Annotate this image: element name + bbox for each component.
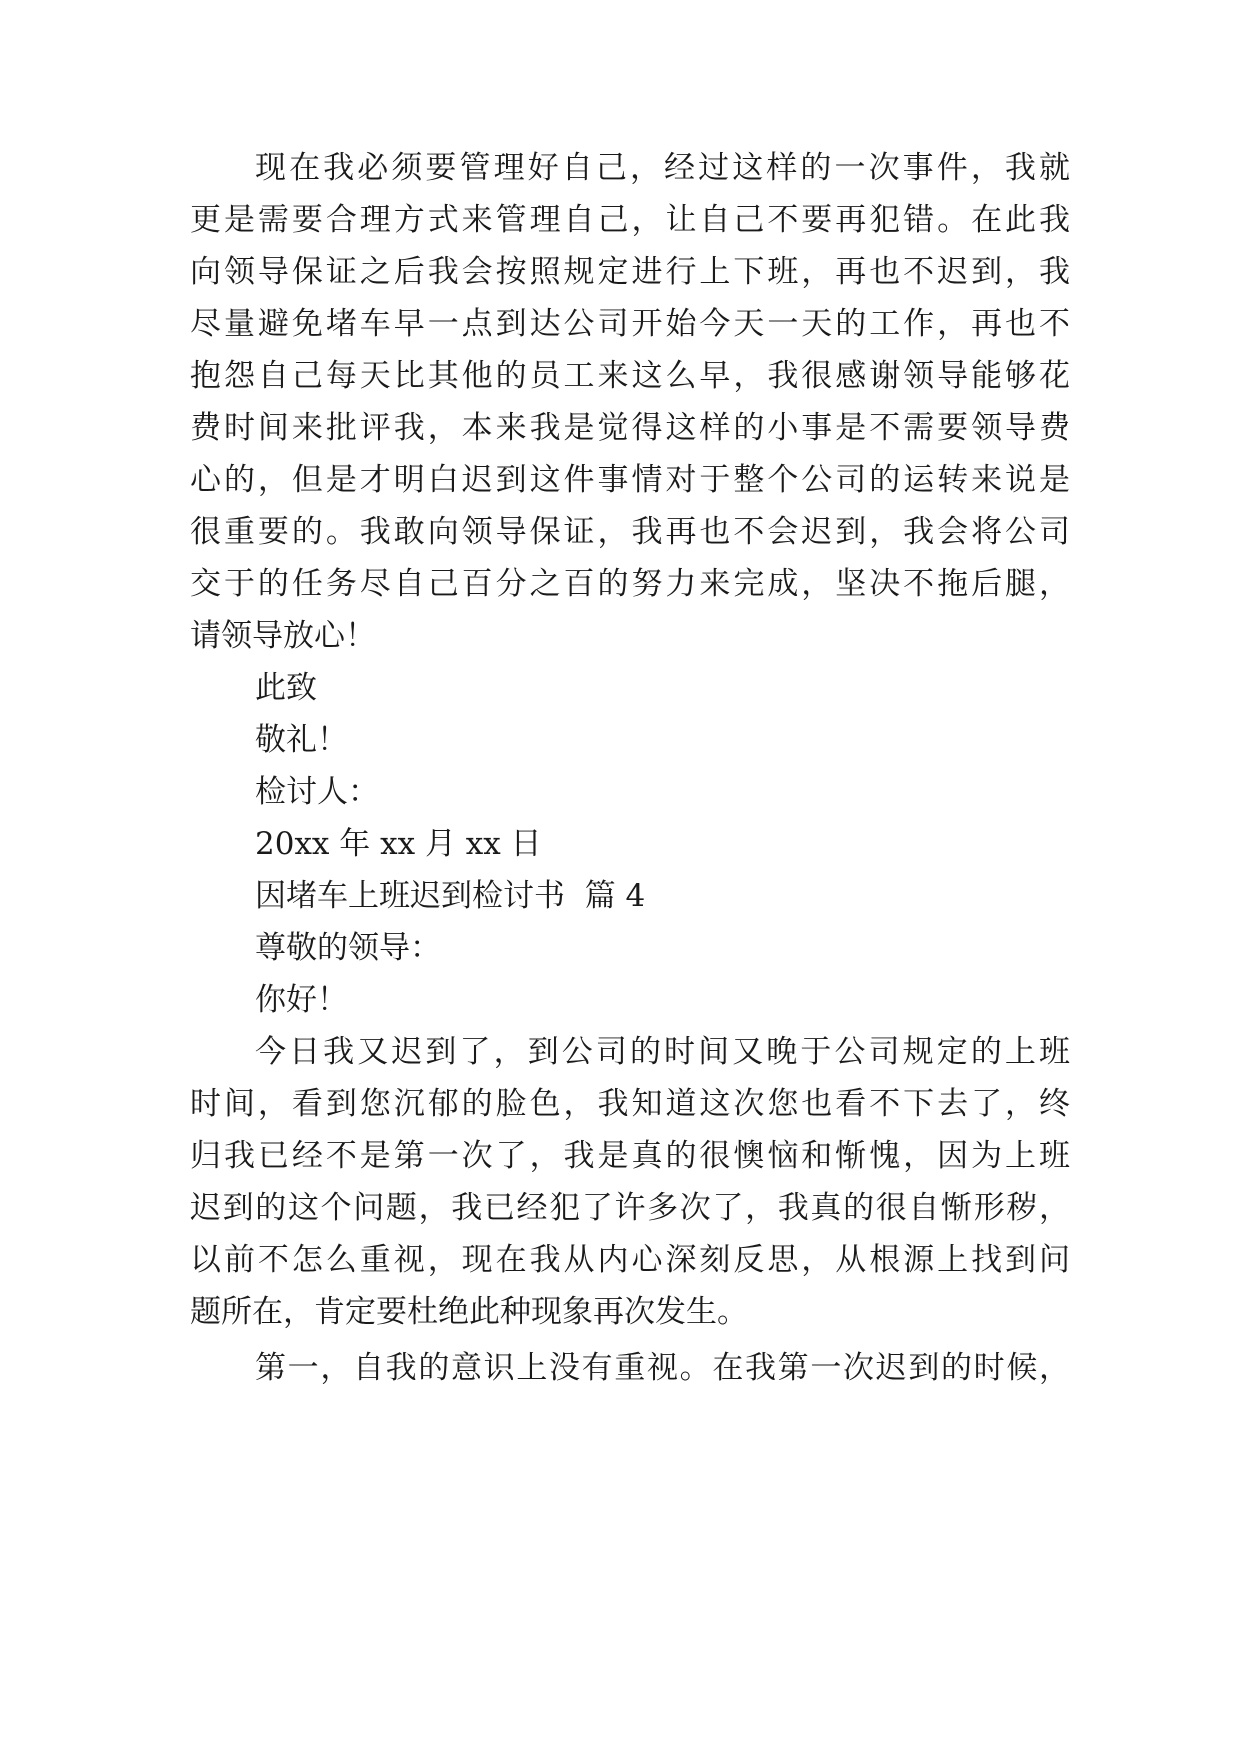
signer-label: 检讨人： bbox=[255, 774, 379, 810]
paragraph2-line-2: 时间，看到您沉郁的脸色，我知道这次您也看不下去了，终 bbox=[190, 1086, 1070, 1122]
paragraph1-line-4: 尽量避免堵车早一点到达公司开始今天一天的工作，再也不 bbox=[190, 306, 1070, 342]
paragraph2-line-4: 迟到的这个问题，我已经犯了许多次了，我真的很自惭形秽， bbox=[190, 1190, 1070, 1226]
paragraph1-line-2: 更是需要合理方式来管理自己，让自己不要再犯错。在此我 bbox=[190, 202, 1070, 238]
paragraph2-line-1: 今日我又迟到了，到公司的时间又晚于公司规定的上班 bbox=[255, 1034, 1070, 1070]
greeting-addressee: 尊敬的领导： bbox=[255, 930, 441, 966]
paragraph2-line-5: 以前不怎么重视，现在我从内心深刻反思，从根源上找到问 bbox=[190, 1242, 1070, 1278]
paragraph1-line-10: 请领导放心！ bbox=[190, 618, 376, 654]
greeting-hello: 你好！ bbox=[255, 982, 348, 1018]
closing-date: 20xx 年 xx 月 xx 日 bbox=[255, 826, 542, 862]
paragraph3-line-1: 第一，自我的意识上没有重视。在我第一次迟到的时候， bbox=[255, 1350, 1070, 1386]
paragraph1-line-3: 向领导保证之后我会按照规定进行上下班，再也不迟到，我 bbox=[190, 254, 1070, 290]
paragraph1-line-7: 心的，但是才明白迟到这件事情对于整个公司的运转来说是 bbox=[190, 462, 1070, 498]
closing-salutation-1: 此致 bbox=[255, 670, 317, 706]
paragraph1-line-6: 费时间来批评我，本来我是觉得这样的小事是不需要领导费 bbox=[190, 410, 1070, 446]
paragraph1-line-5: 抱怨自己每天比其他的员工来这么早，我很感谢领导能够花 bbox=[190, 358, 1070, 394]
closing-salutation-2: 敬礼！ bbox=[255, 722, 348, 758]
paragraph2-line-3: 归我已经不是第一次了，我是真的很懊恼和惭愧，因为上班 bbox=[190, 1138, 1070, 1174]
paragraph1-line-1: 现在我必须要管理好自己，经过这样的一次事件，我就 bbox=[255, 150, 1070, 186]
section-title: 因堵车上班迟到检讨书 篇 4 bbox=[255, 878, 646, 914]
paragraph2-line-6: 题所在，肯定要杜绝此种现象再次发生。 bbox=[190, 1294, 748, 1330]
paragraph1-line-8: 很重要的。我敢向领导保证，我再也不会迟到，我会将公司 bbox=[190, 514, 1070, 550]
paragraph1-line-9: 交于的任务尽自己百分之百的努力来完成，坚决不拖后腿， bbox=[190, 566, 1070, 602]
